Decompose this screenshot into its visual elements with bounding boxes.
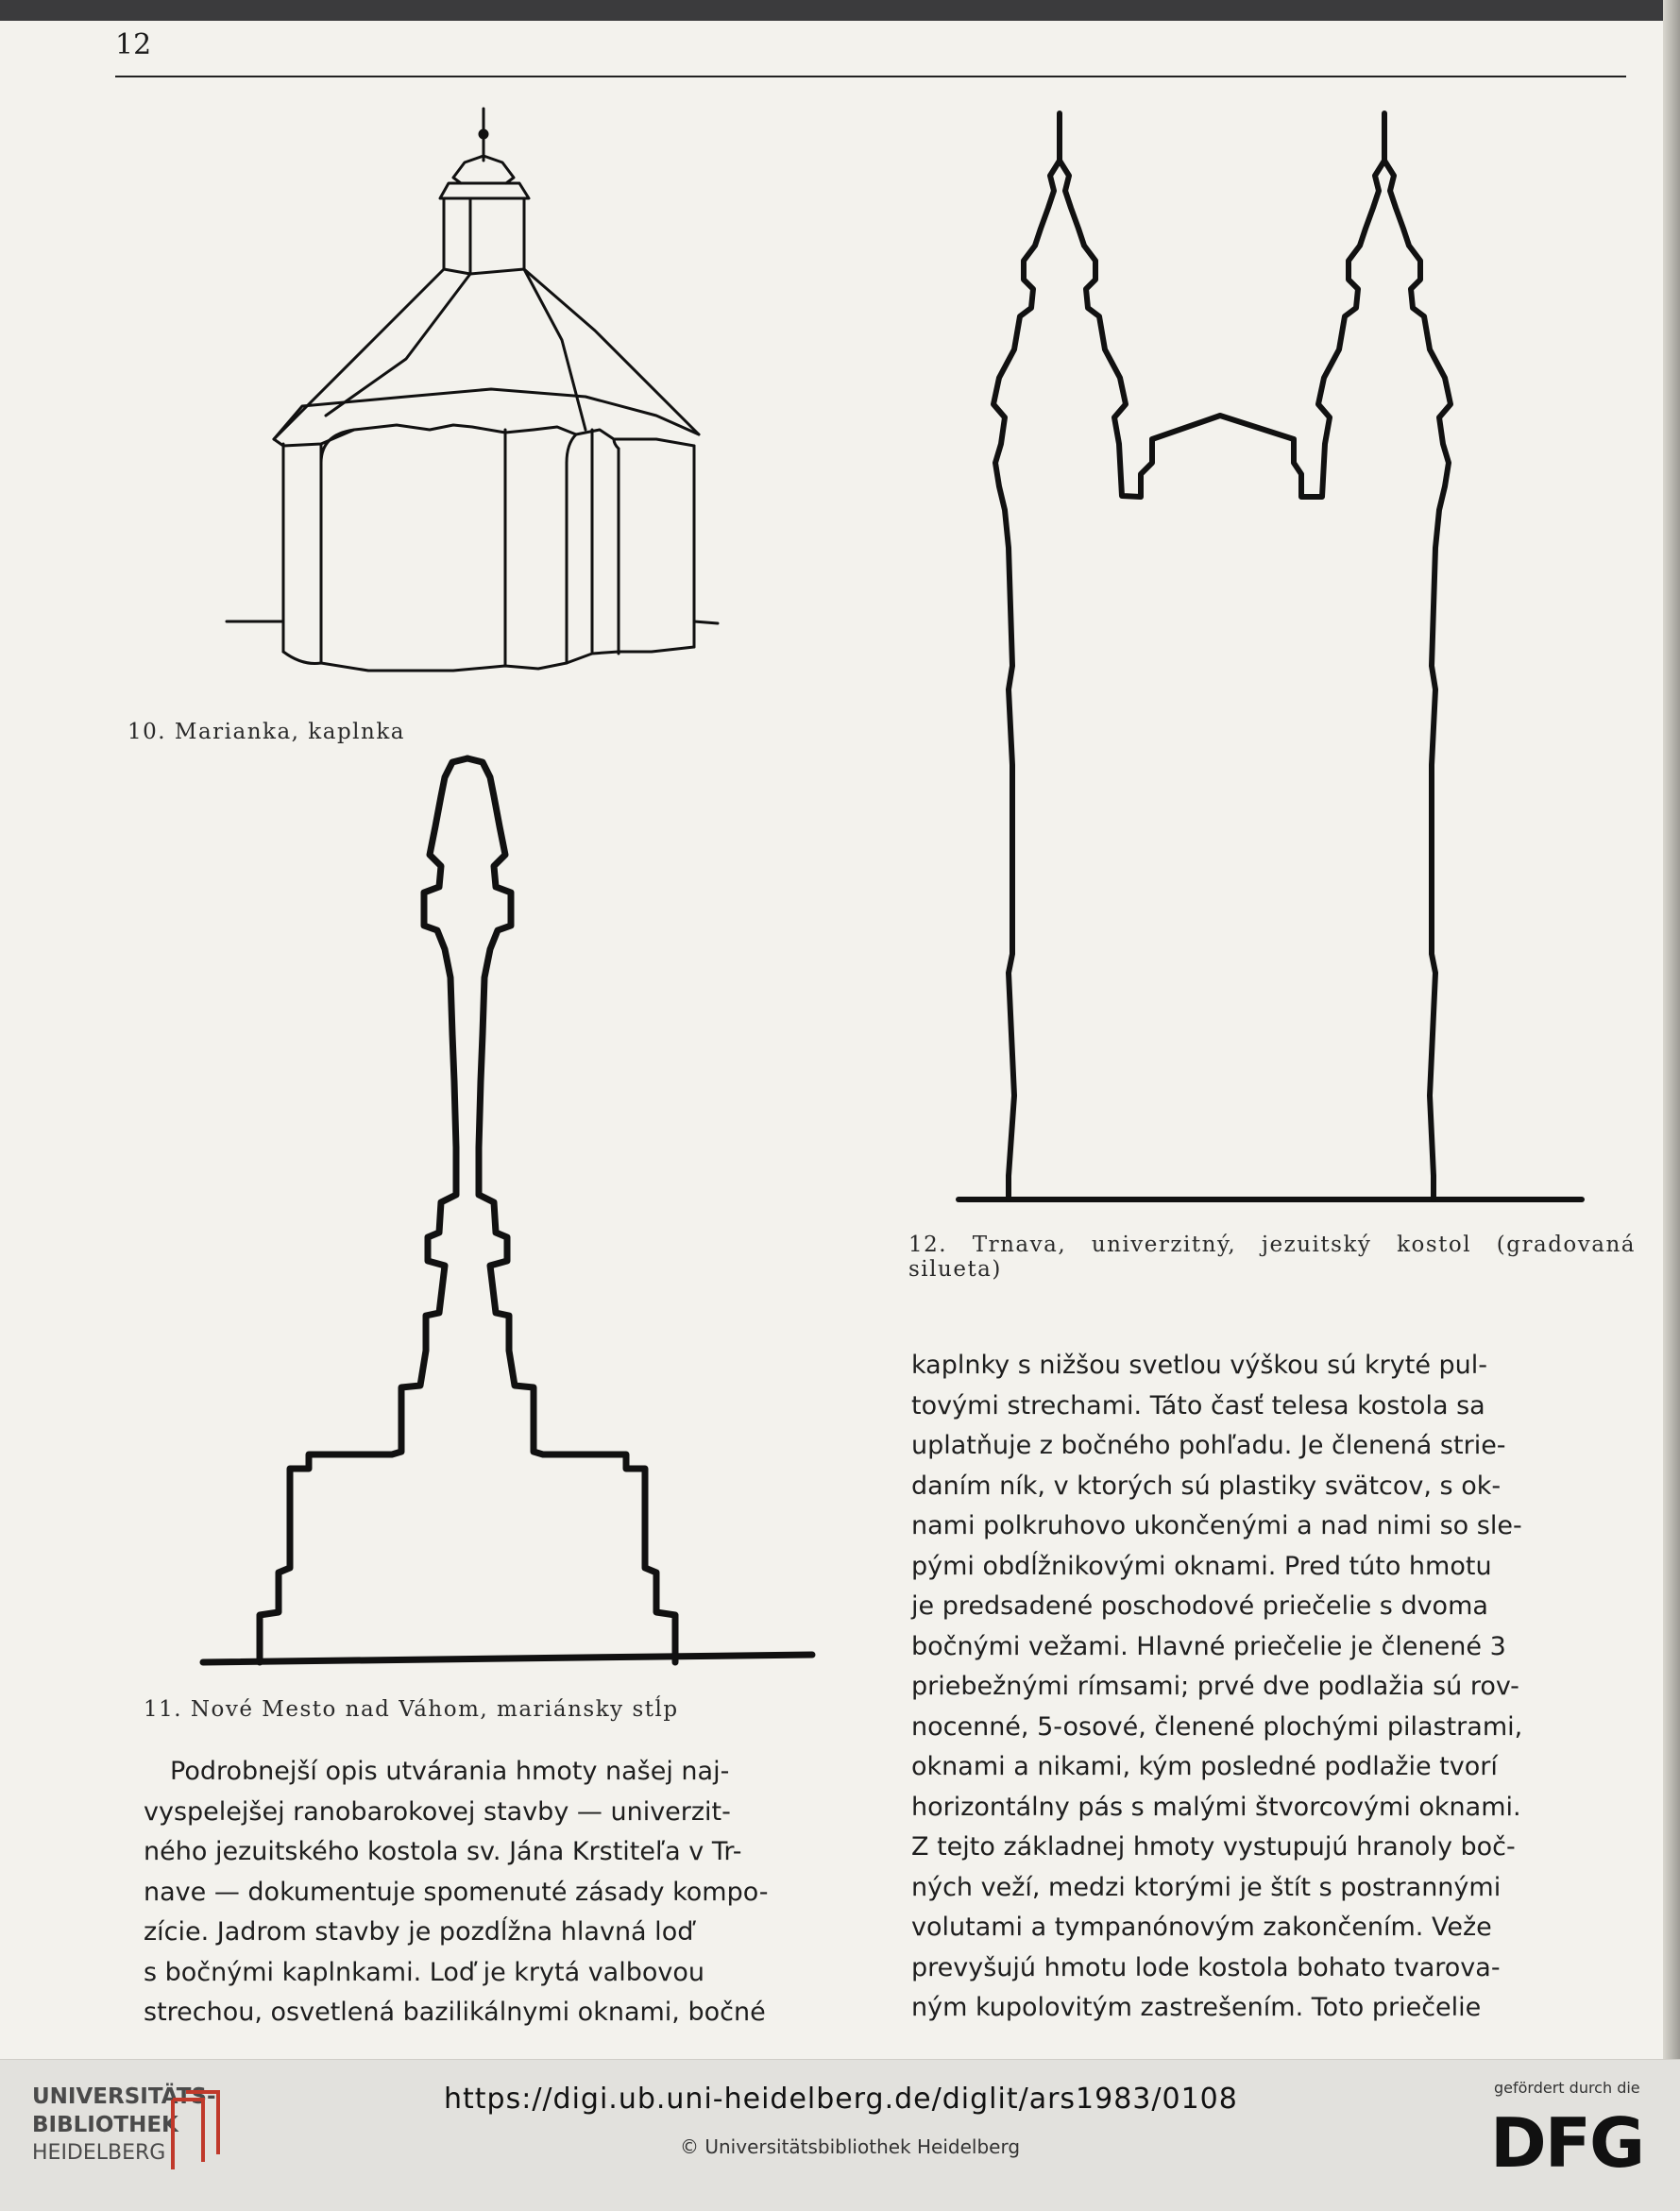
text-line: horizontálny pás s malými štvorcovými oknami. [911,1792,1521,1822]
text-line: ného jezuitského kostola sv. Jána Krstiteľa v Tr- [144,1837,742,1866]
dfg-logo: DFG [1490,2103,1644,2183]
funded-by-label: gefördert durch die [1494,2079,1640,2097]
document-url-link[interactable]: https://digi.ub.uni-heidelberg.de/diglit/ars1983/0108 [444,2083,1238,2116]
text-line: zície. Jadrom stavby je pozdĺžna hlavná loď [144,1917,694,1947]
figure-caption-10: 10. Marianka, kaplnka [127,720,405,744]
text-line: s bočnými kaplnkami. Loď je krytá valbovou [144,1957,704,1987]
library-logo-line1: UNIVERSITÄTS- [32,2084,216,2109]
page-right-edge [1663,0,1680,2059]
page-number: 12 [115,28,152,61]
figure-caption-12 [908,1233,1636,1282]
text-line: tovými strechami. Táto časť telesa kostola sa [911,1390,1485,1420]
text-line: Podrobnejší opis utvárania hmoty našej naj- [170,1757,730,1786]
figure-church-trnava [954,104,1587,1204]
figure-chapel-marianka [217,104,727,680]
text-line: pými obdĺžnikovými oknami. Pred túto hmotu [911,1551,1492,1581]
text-line: nave — dokumentuje spomenuté zásady kompo- [144,1877,769,1907]
text-line: prevyšujú hmotu lode kostola bohato tvarova- [911,1952,1501,1982]
text-line: bočnými vežami. Hlavné priečelie je členené 3 [911,1631,1506,1661]
figure-caption-11: 11. Nové Mesto nad Váhom, mariánsky stĺp [144,1697,679,1722]
text-line: vyspelejšej ranobarokovej stavby — univerzit- [144,1796,731,1827]
text-line: daním ník, v ktorých sú plastiky svätcov, s ok- [911,1471,1502,1501]
body-text-left-column [144,1752,871,2033]
text-line: priebežnými rímsami; prvé dve podlažia sú rov- [911,1672,1519,1701]
body-text-right-column [911,1346,1643,2029]
text-line: nocenné, 5-osové, členené plochými pilastrami, [911,1711,1523,1742]
library-logo-icon [165,2088,231,2177]
library-logo-line2: BIBLIOTHEK [32,2113,178,2137]
library-logo-line3: HEIDELBERG [32,2141,166,2165]
text-line: ných veží, medzi ktorými je štít s postrannými [911,1872,1502,1902]
header-rule [115,76,1626,77]
footer-bar [0,2059,1680,2211]
text-line: ným kupolovitým zastrešením. Toto priečelie [911,1993,1482,2022]
copyright-notice: © Universitätsbibliothek Heidelberg [680,2135,1021,2158]
page-top-edge [0,0,1680,21]
text-line: je predsadené poschodové priečelie s dvoma [911,1591,1488,1621]
figure-column-nove-mesto [194,751,822,1667]
text-line: volutami a tympanónovým zakončením. Veže [911,1913,1492,1942]
figure-caption-12-line-1: 12. Trnava, univerzitný, jezuitský kostol (gradovaná [908,1233,1636,1257]
text-line: Z tejto základnej hmoty vystupujú hranoly boč- [911,1832,1516,1862]
text-line: oknami a nikami, kým posledné podlažie tvorí [911,1752,1498,1781]
figure-caption-12-line-2: silueta) [908,1257,1002,1282]
text-line: uplatňuje z bočného pohľadu. Je členená strie- [911,1431,1506,1460]
text-line: nami polkruhovo ukončenými a nad nimi so sle- [911,1511,1522,1540]
text-line: kaplnky s nižšou svetlou výškou sú kryté pul- [911,1351,1488,1380]
text-line: strechou, osvetlená bazilikálnymi oknami, bočné [144,1998,766,2027]
